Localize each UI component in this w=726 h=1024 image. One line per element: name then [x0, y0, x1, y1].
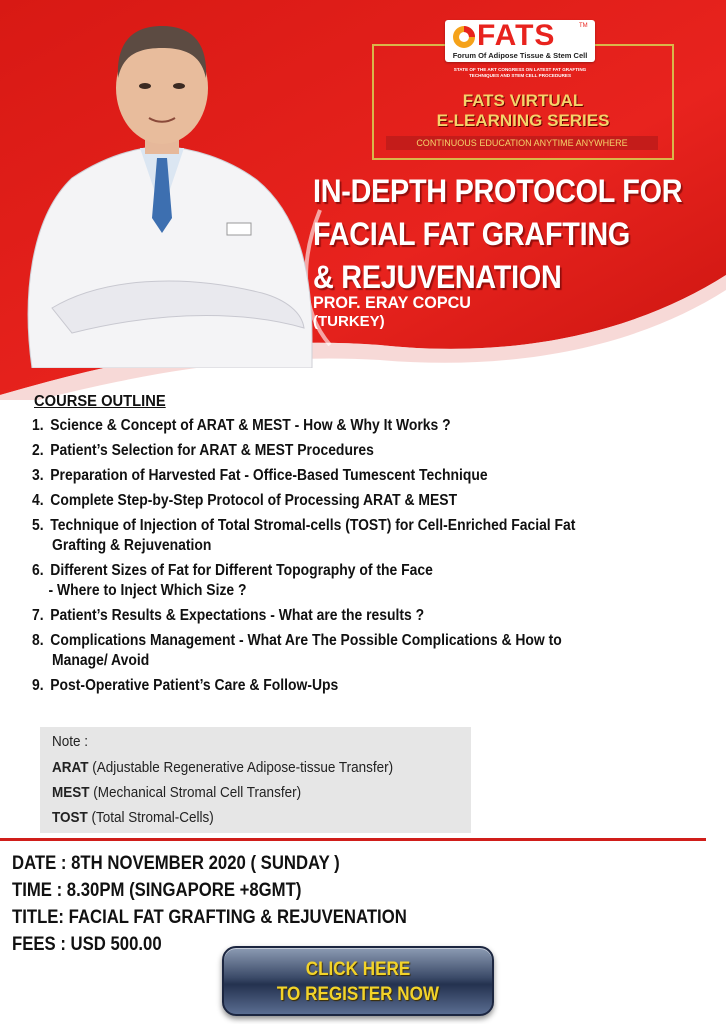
outline-item-text: Preparation of Harvested Fat - Office-Based Tumescent Technique: [50, 467, 488, 484]
outline-item-text: Patient’s Selection for ARAT & MEST Procedures: [50, 442, 374, 459]
outline-item-number: 3.: [32, 467, 44, 484]
register-button-line-2: TO REGISTER NOW: [276, 984, 440, 1005]
outline-item-number: 7.: [32, 607, 44, 624]
outline-item: [32, 491, 715, 511]
outline-item: [32, 676, 715, 696]
series-title: [372, 91, 674, 131]
speaker-name: PROF. ERAY COPCU: [313, 293, 471, 312]
note-desc: (Adjustable Regenerative Adipose-tissue Transfer): [88, 759, 394, 776]
outline-item-number: 8.: [32, 632, 44, 649]
outline-item-number: 4.: [32, 492, 44, 509]
outline-heading: COURSE OUTLINE: [34, 393, 166, 410]
logo-subtitle: Forum Of Adipose Tissue & Stem Cell: [452, 51, 588, 60]
outline-item-number: 5.: [32, 517, 44, 534]
outline-item: [32, 416, 715, 436]
outline-item-text: Complete Step-by-Step Protocol of Processing ARAT & MEST: [50, 492, 458, 509]
outline-item-text: Post-Operative Patient’s Care & Follow-Ups: [50, 677, 339, 694]
outline-item: [32, 466, 715, 486]
note-abbr: TOST: [52, 809, 88, 826]
note-entry: [52, 809, 214, 827]
event-date: DATE : 8TH NOVEMBER 2020 ( SUNDAY ): [12, 853, 340, 874]
note-abbr: MEST: [52, 784, 90, 801]
outline-item: [32, 561, 715, 601]
note-abbr: ARAT: [52, 759, 89, 776]
abbreviation-note: [40, 727, 471, 833]
note-label: Note :: [52, 733, 89, 750]
course-outline: [32, 392, 722, 701]
series-title-line-1: FATS VIRTUAL: [462, 91, 584, 110]
logo-name: FATS: [477, 19, 556, 52]
presenter-photo: [12, 8, 332, 368]
register-button[interactable]: [222, 946, 494, 1016]
outline-item-number: 9.: [32, 677, 44, 694]
event-time: TIME : 8.30PM (SINGAPORE +8GMT): [12, 880, 302, 901]
note-desc: (Mechanical Stromal Cell Transfer): [89, 784, 302, 801]
course-title-line-3: & REJUVENATION: [313, 259, 562, 295]
register-button-line-1: CLICK HERE: [305, 959, 411, 980]
outline-item-number: 6.: [32, 562, 44, 579]
outline-item-number: 2.: [32, 442, 44, 459]
outline-item-number: 1.: [32, 417, 44, 434]
fats-logo: [445, 20, 595, 62]
speaker-country: (TURKEY): [313, 313, 385, 330]
outline-item-text: Patient’s Results & Expectations - What are the results ?: [50, 607, 425, 624]
event-details: [12, 850, 612, 958]
note-entry: [52, 784, 301, 802]
logo-mark-icon: [451, 24, 477, 50]
divider: [0, 838, 706, 841]
outline-item-continuation: Manage/ Avoid: [52, 652, 150, 669]
outline-item: [32, 516, 715, 556]
outline-item: [32, 441, 715, 461]
outline-item-text: Complications Management - What Are The Possible Complications & How to: [50, 632, 562, 649]
outline-item-continuation: Grafting & Rejuvenation: [52, 537, 212, 554]
outline-list: [32, 416, 722, 696]
logo-trademark: TM: [579, 23, 588, 29]
event-fees: FEES : USD 500.00: [12, 934, 162, 955]
congress-line: STATE OF THE ART CONGRESS ON LATEST FAT GRAFTING TECHNIQUES AND STEM CELL PROCEDURES: [453, 67, 587, 78]
outline-item: [32, 606, 715, 626]
series-title-line-2: E-LEARNING SERIES: [436, 111, 610, 130]
outline-item-text: Different Sizes of Fat for Different Topography of the Face: [50, 562, 433, 579]
outline-item-continuation: - Where to Inject Which Size ?: [48, 582, 247, 599]
note-desc: (Total Stromal-Cells): [87, 809, 214, 826]
course-title-line-1: IN-DEPTH PROTOCOL FOR: [313, 173, 683, 209]
course-title: [313, 170, 682, 299]
outline-item-text: Technique of Injection of Total Stromal-cells (TOST) for Cell-Enriched Facial Fat: [50, 517, 576, 534]
outline-item-text: Science & Concept of ARAT & MEST - How & Why It Works ?: [50, 417, 451, 434]
course-title-line-2: FACIAL FAT GRAFTING: [313, 216, 630, 252]
series-tagline: CONTINUOUS EDUCATION ANYTIME ANYWHERE: [386, 136, 658, 150]
outline-item: [32, 631, 715, 671]
note-entry: [52, 759, 393, 777]
event-title: TITLE: FACIAL FAT GRAFTING & REJUVENATION: [12, 907, 407, 928]
